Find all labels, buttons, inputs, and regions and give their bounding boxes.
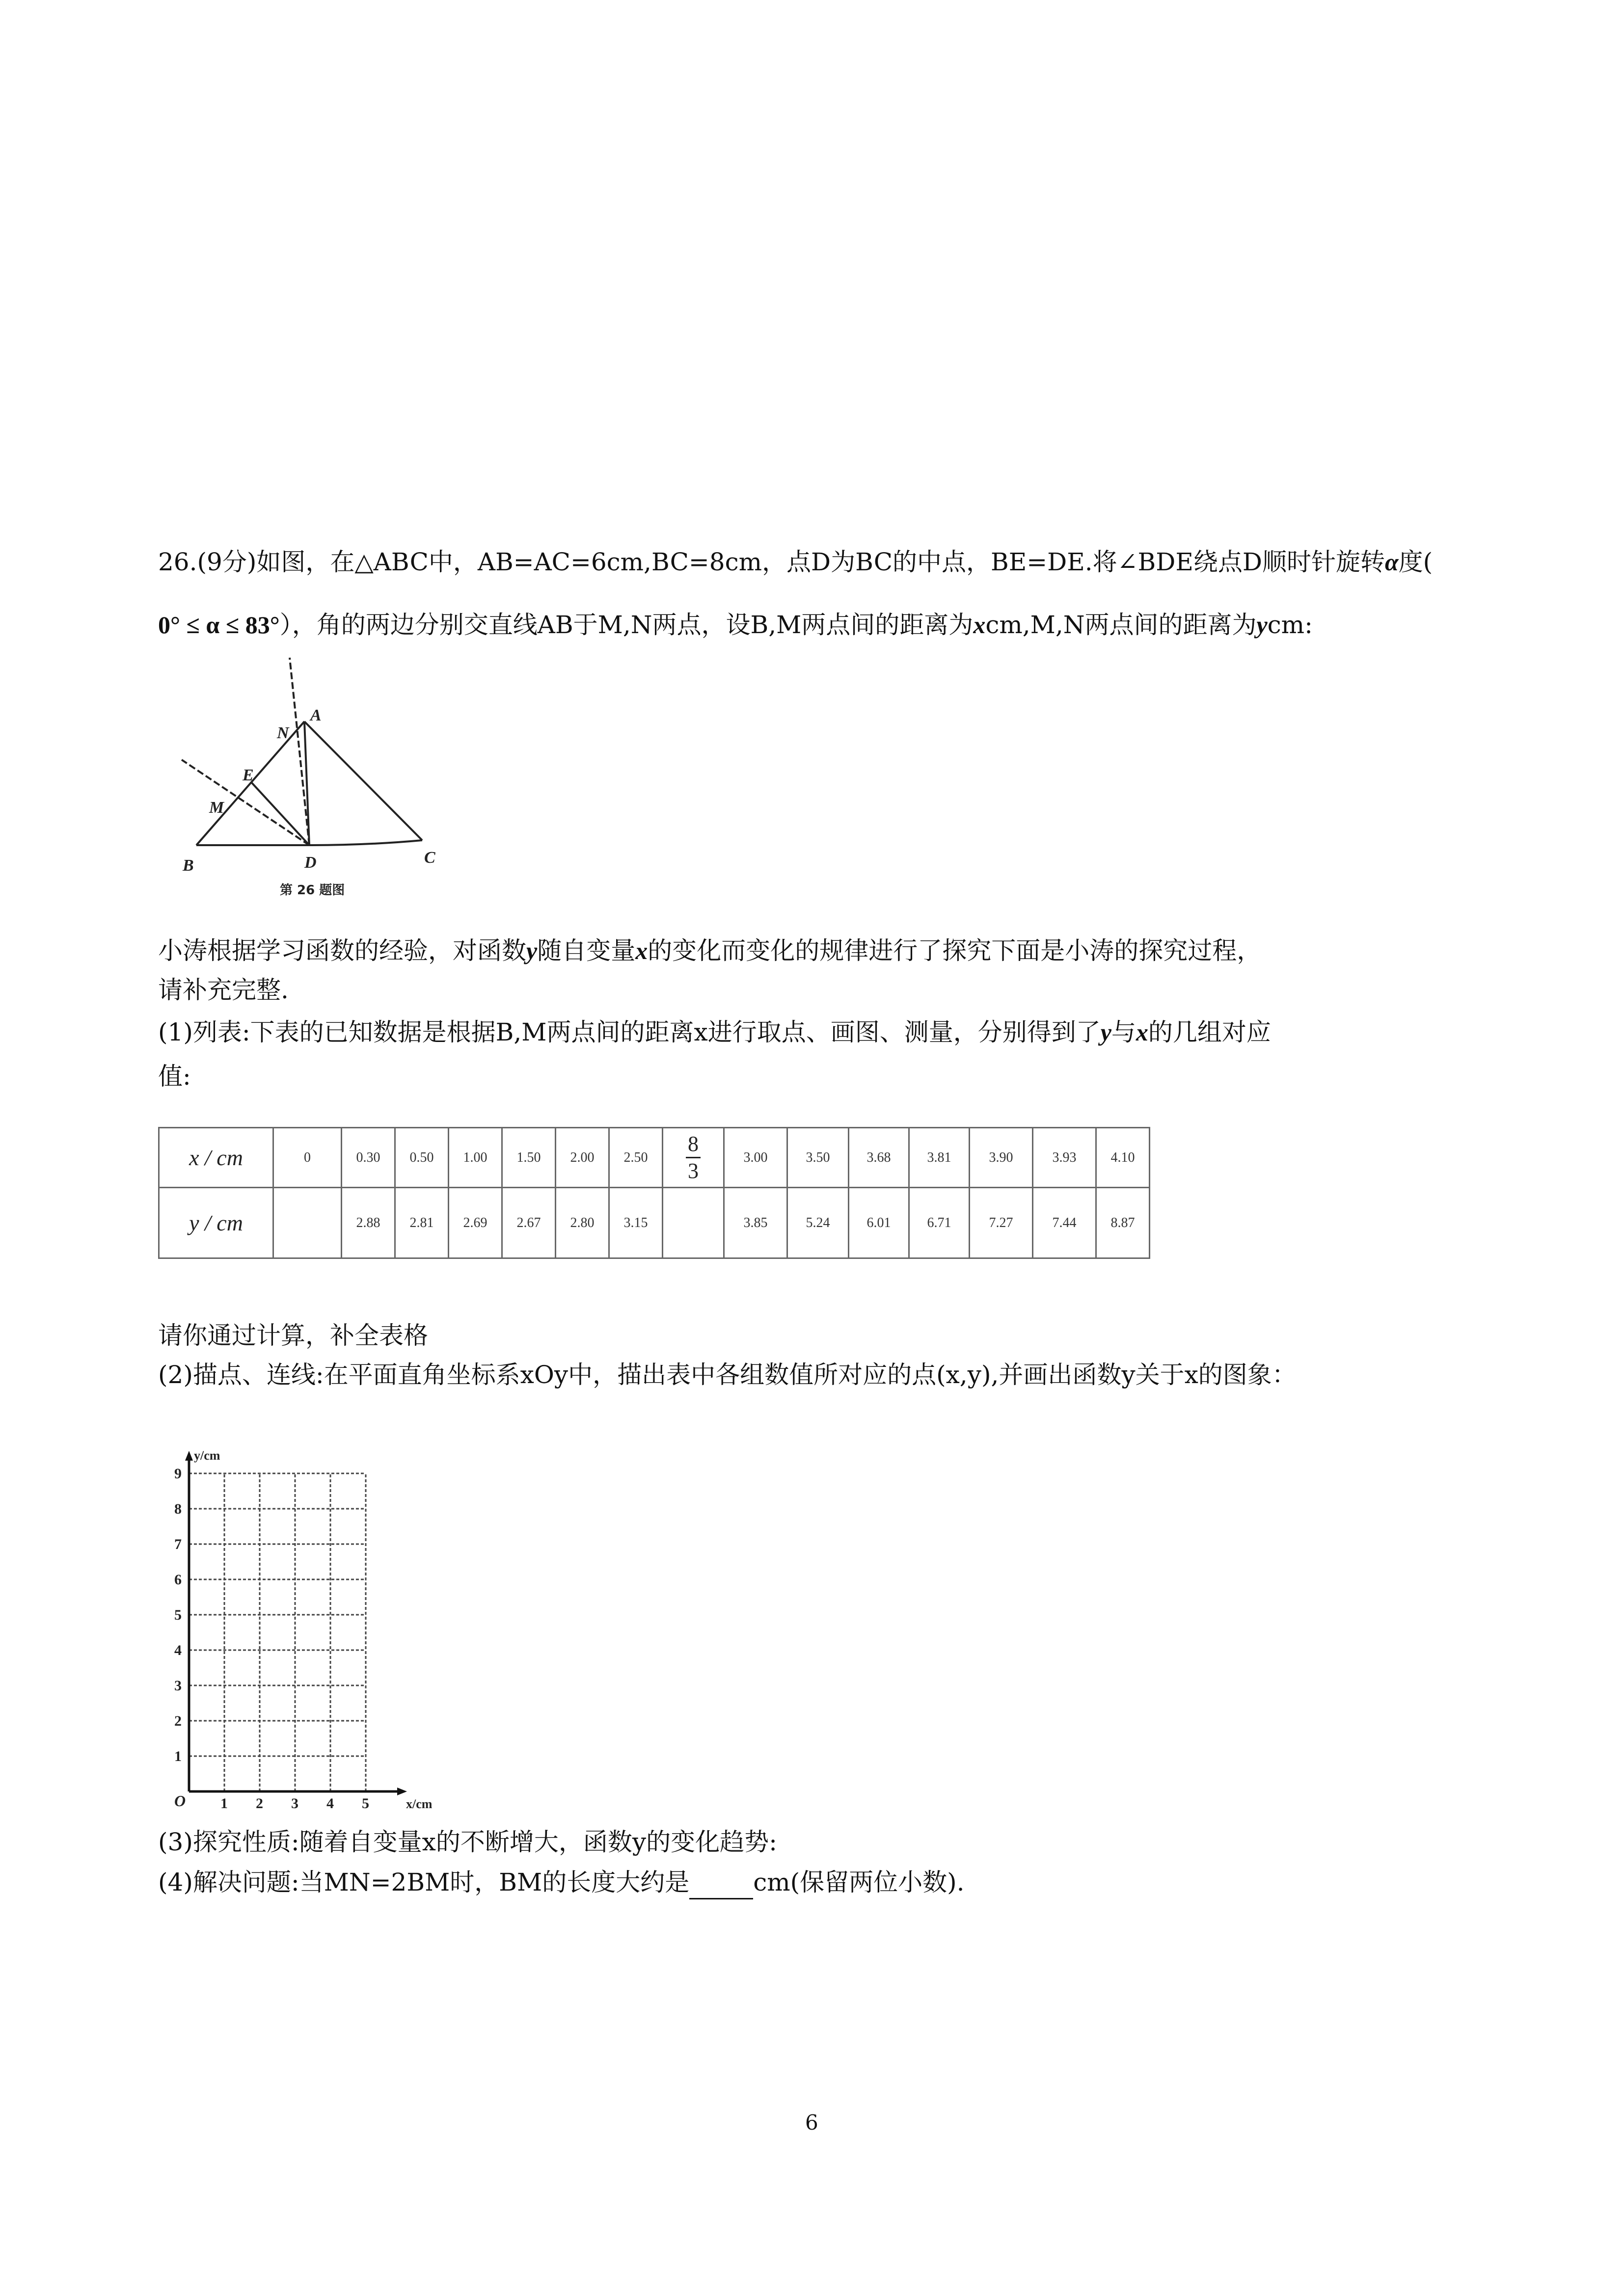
part1-line1 xyxy=(158,1015,1271,1049)
triangle-figure xyxy=(172,648,447,903)
intro-line1 xyxy=(158,934,1261,968)
y-cell: 5.24 xyxy=(787,1188,849,1258)
x-cell: 0 xyxy=(273,1128,342,1188)
x-cell: 2.00 xyxy=(556,1128,609,1188)
y-tick-label: 3 xyxy=(174,1678,182,1694)
page-number: 6 xyxy=(805,2110,818,2135)
intro-var-x: x xyxy=(635,937,648,964)
x-cell-fraction xyxy=(663,1128,724,1188)
y-cell: 2.88 xyxy=(342,1188,395,1258)
part1-var-y: y xyxy=(1100,1018,1111,1046)
y-cell: 3.85 xyxy=(724,1188,787,1258)
x-cell: 0.30 xyxy=(342,1128,395,1188)
intro-var-y: y xyxy=(526,937,538,964)
problem-header-line2 xyxy=(158,608,1313,642)
coordinate-grid xyxy=(169,1448,474,1811)
label-N: N xyxy=(277,724,289,742)
y-cell: 7.27 xyxy=(970,1188,1033,1258)
origin-label: O xyxy=(174,1792,186,1810)
y-cell-empty xyxy=(663,1188,724,1258)
x-tick-label: 4 xyxy=(326,1795,334,1811)
alpha-symbol: α xyxy=(1384,548,1399,576)
intro-text3: 的变化而变化的规律进行了探究下面是小涛的探究过程， xyxy=(648,936,1262,965)
y-cell: 2.81 xyxy=(395,1188,449,1258)
part1-line2: 值: xyxy=(158,1062,191,1091)
y-tick-label: 2 xyxy=(174,1713,182,1729)
x-cell: 4.10 xyxy=(1096,1128,1150,1188)
y-tick-label: 4 xyxy=(174,1642,182,1658)
y-cell: 2.69 xyxy=(449,1188,502,1258)
y-tick-label: 7 xyxy=(174,1536,182,1552)
y-tick-label: 5 xyxy=(174,1607,182,1623)
y-tick-label: 6 xyxy=(174,1572,182,1588)
x-axis-arrow xyxy=(397,1788,407,1795)
answer-blank[interactable] xyxy=(689,1872,753,1899)
x-cell: 3.68 xyxy=(849,1128,909,1188)
label-C: C xyxy=(424,849,435,867)
y-axis-arrow xyxy=(185,1451,193,1461)
after-table-text: 请你通过计算，补全表格 xyxy=(158,1321,428,1350)
part1-text2: 与 xyxy=(1111,1018,1136,1046)
x-header: x / cm xyxy=(159,1128,273,1188)
segment-AC xyxy=(304,721,422,840)
part4-text-before: (4)解决问题:当MN=2BM时，BM的长度大约是 xyxy=(158,1868,690,1896)
fraction-numerator: 8 xyxy=(686,1133,701,1158)
y-tick-label: 8 xyxy=(174,1501,182,1517)
y-cell-empty xyxy=(273,1188,342,1258)
y-tick-label: 9 xyxy=(174,1466,182,1482)
problem-header-suffix: 度( xyxy=(1398,548,1433,576)
problem-header-text3: cm,M,N两点间的距离为 xyxy=(985,611,1257,639)
y-cell: 6.71 xyxy=(909,1188,970,1258)
intro-text1: 小涛根据学习函数的经验，对函数 xyxy=(158,936,526,965)
part4-text-after: cm(保留两位小数). xyxy=(753,1868,965,1896)
problem-header-text4: cm: xyxy=(1267,611,1313,639)
y-header: y / cm xyxy=(159,1188,273,1258)
y-cell: 8.87 xyxy=(1096,1188,1150,1258)
problem-header-line1 xyxy=(158,545,1433,579)
table-row-y xyxy=(159,1188,1150,1258)
problem-header-text: 26.(9分)如图，在△ABC中，AB=AC=6cm,BC=8cm，点D为BC的中点，BE=DE.将∠BDE绕点D顺时针旋转 xyxy=(158,548,1385,576)
x-cell: 0.50 xyxy=(395,1128,449,1188)
fraction-denominator: 3 xyxy=(688,1159,699,1183)
data-table xyxy=(158,1127,1150,1259)
x-cell: 3.81 xyxy=(909,1128,970,1188)
part1-var-x: x xyxy=(1136,1018,1148,1046)
x-cell: 1.50 xyxy=(502,1128,556,1188)
x-cell: 3.90 xyxy=(970,1128,1033,1188)
x-cell: 2.50 xyxy=(609,1128,663,1188)
figure-caption: 第 26 题图 xyxy=(280,883,345,898)
table-row-x xyxy=(159,1128,1150,1188)
part1-text1: (1)列表:下表的已知数据是根据B,M两点间的距离x进行取点、画图、测量，分别得到了 xyxy=(158,1018,1101,1046)
label-B: B xyxy=(183,856,194,875)
y-axis-label: y/cm xyxy=(194,1448,220,1463)
var-x: x xyxy=(973,611,986,639)
fraction-8-3 xyxy=(686,1133,701,1182)
x-tick-label: 5 xyxy=(362,1795,369,1811)
y-cell: 6.01 xyxy=(849,1188,909,1258)
problem-header-text2: ），角的两边分别交直线AB于M,N两点，设B,M两点间的距离为 xyxy=(279,611,974,639)
x-cell: 3.50 xyxy=(787,1128,849,1188)
y-tick-label: 1 xyxy=(174,1748,182,1764)
y-cell: 2.67 xyxy=(502,1188,556,1258)
var-y: y xyxy=(1256,611,1268,639)
x-cell: 1.00 xyxy=(449,1128,502,1188)
segment-AD xyxy=(304,721,309,845)
x-cell: 3.00 xyxy=(724,1128,787,1188)
segment-DC xyxy=(309,840,422,845)
y-cell: 7.44 xyxy=(1033,1188,1096,1258)
intro-line2: 请补充完整. xyxy=(158,976,289,1004)
label-M: M xyxy=(209,799,224,817)
y-cell: 3.15 xyxy=(609,1188,663,1258)
y-cell: 2.80 xyxy=(556,1188,609,1258)
label-A: A xyxy=(310,706,322,724)
alpha-range: 0° ≤ α ≤ 83° xyxy=(158,611,280,639)
x-tick-label: 2 xyxy=(256,1795,263,1811)
part1-text3: 的几组对应 xyxy=(1148,1018,1271,1046)
segment-ED xyxy=(251,782,309,845)
intro-text2: 随自变量 xyxy=(537,936,636,965)
x-cell: 3.93 xyxy=(1033,1128,1096,1188)
label-D: D xyxy=(304,854,317,872)
part4-line xyxy=(158,1865,965,1899)
part2-text: (2)描点、连线:在平面直角坐标系xOy中，描出表中各组数值所对应的点(x,y),并画出函数y关于x的图象： xyxy=(158,1361,1297,1389)
x-axis-label: x/cm xyxy=(406,1797,433,1811)
label-E: E xyxy=(243,766,254,784)
x-tick-label: 3 xyxy=(291,1795,298,1811)
part3-text: (3)探究性质:随着自变量x的不断增大，函数y的变化趋势: xyxy=(158,1828,777,1856)
x-tick-label: 1 xyxy=(220,1795,228,1811)
